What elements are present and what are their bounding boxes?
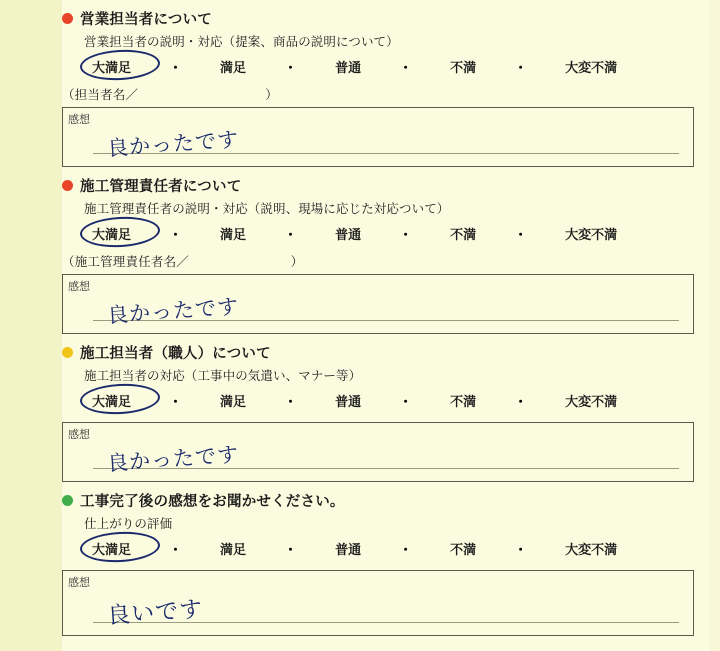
section-title: 工事完了後の感想をお聞かせください。: [80, 494, 345, 510]
separator: ・: [514, 227, 528, 242]
rating-option-normal[interactable]: 普通: [335, 394, 362, 409]
rating-option-very-dissatisfied[interactable]: 大変不満: [565, 60, 618, 75]
comment-box[interactable]: [62, 570, 694, 636]
rating-option-dissatisfied[interactable]: 不満: [450, 394, 477, 409]
separator: ・: [514, 60, 528, 75]
separator: ・: [399, 394, 413, 409]
bullet-icon: [62, 13, 73, 24]
handwritten-answer: 良かったです: [106, 294, 240, 328]
separator: ・: [399, 60, 413, 75]
section-subtitle: 施工管理責任者の説明・対応（説明、現場に応じた対応ついて）: [84, 202, 450, 216]
separator: ・: [284, 60, 298, 75]
section-header: [62, 334, 710, 363]
person-name-field[interactable]: （担当者名／ ）: [62, 88, 278, 102]
section-construction-manager: [62, 167, 710, 334]
rating-option-very-dissatisfied[interactable]: 大変不満: [565, 394, 618, 409]
separator: ・: [514, 542, 528, 557]
section-sales-rep: [62, 0, 710, 167]
separator: ・: [284, 227, 298, 242]
rating-option-very-satisfied[interactable]: 大満足: [92, 391, 131, 410]
separator: ・: [399, 227, 413, 242]
handwritten-answer: 良いです: [106, 596, 204, 630]
section-title: 施工管理責任者について: [80, 179, 242, 195]
survey-content: [62, 0, 710, 651]
rating-option-satisfied[interactable]: 満足: [220, 394, 247, 409]
handwritten-answer: 良かったです: [106, 127, 240, 161]
rating-scale[interactable]: [92, 391, 710, 410]
bullet-icon: [62, 495, 73, 506]
rating-option-very-satisfied[interactable]: 大満足: [92, 224, 131, 243]
section-overall-impression: [62, 482, 710, 636]
rating-scale[interactable]: [92, 224, 710, 243]
section-subtitle: 営業担当者の説明・対応（提案、商品の説明について）: [84, 35, 399, 49]
rating-option-normal[interactable]: 普通: [335, 60, 362, 75]
bullet-icon: [62, 347, 73, 358]
comment-label: 感想: [68, 429, 90, 441]
comment-label: 感想: [68, 114, 90, 126]
rating-option-dissatisfied[interactable]: 不満: [450, 227, 477, 242]
rating-scale[interactable]: [92, 57, 710, 76]
section-header: [62, 167, 710, 196]
rating-option-satisfied[interactable]: 満足: [220, 60, 247, 75]
separator: ・: [399, 542, 413, 557]
section-title: 営業担当者について: [80, 12, 213, 28]
separator: ・: [284, 394, 298, 409]
section-subtitle: 仕上がりの評価: [84, 517, 173, 531]
page-right-margin: [710, 0, 720, 651]
comment-box[interactable]: [62, 422, 694, 482]
comment-box[interactable]: [62, 107, 694, 167]
rating-option-very-satisfied[interactable]: 大満足: [92, 539, 131, 558]
rating-option-very-dissatisfied[interactable]: 大変不満: [565, 542, 618, 557]
comment-label: 感想: [68, 577, 90, 589]
section-title: 施工担当者（職人）について: [80, 346, 271, 362]
rating-option-dissatisfied[interactable]: 不満: [450, 542, 477, 557]
rating-option-very-satisfied[interactable]: 大満足: [92, 57, 131, 76]
separator: ・: [169, 394, 183, 409]
handwritten-answer: 良かったです: [106, 442, 240, 476]
separator: ・: [169, 60, 183, 75]
section-subtitle: 施工担当者の対応（工事中の気遣い、マナー等）: [84, 369, 362, 383]
person-name-field[interactable]: （施工管理責任者名／ ）: [62, 255, 304, 269]
separator: ・: [514, 394, 528, 409]
rating-option-very-dissatisfied[interactable]: 大変不満: [565, 227, 618, 242]
separator: ・: [284, 542, 298, 557]
rating-scale[interactable]: [92, 539, 710, 558]
rating-option-dissatisfied[interactable]: 不満: [450, 60, 477, 75]
section-header: [62, 0, 710, 29]
page-left-margin: [0, 0, 62, 651]
rating-option-normal[interactable]: 普通: [335, 542, 362, 557]
bullet-icon: [62, 180, 73, 191]
comment-label: 感想: [68, 281, 90, 293]
rating-option-satisfied[interactable]: 満足: [220, 542, 247, 557]
section-header: [62, 482, 710, 511]
section-craftsman: [62, 334, 710, 482]
separator: ・: [169, 227, 183, 242]
rating-option-normal[interactable]: 普通: [335, 227, 362, 242]
rating-option-satisfied[interactable]: 満足: [220, 227, 247, 242]
separator: ・: [169, 542, 183, 557]
comment-box[interactable]: [62, 274, 694, 334]
